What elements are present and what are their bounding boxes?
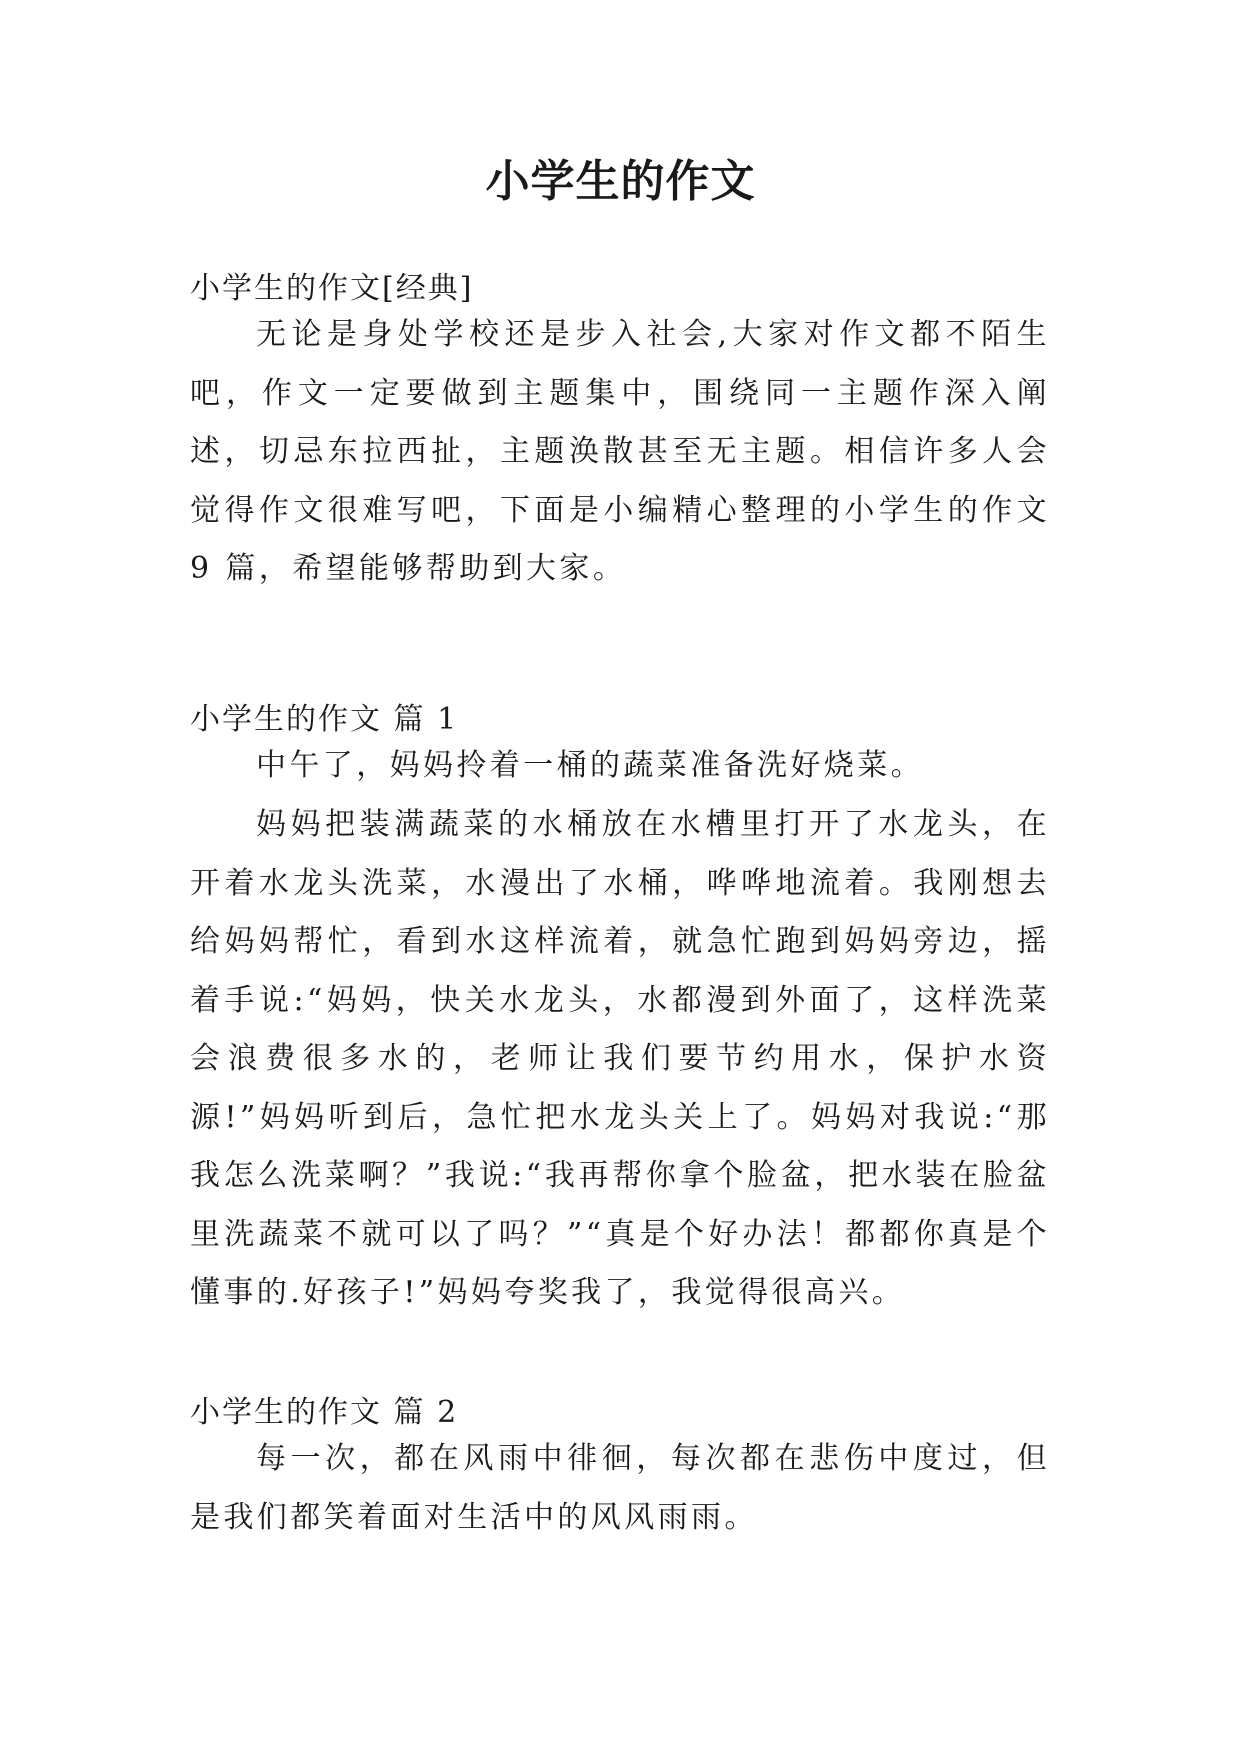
intro-heading: 小学生的作文[经典] [190, 271, 474, 306]
intro-paragraph: 无论是身处学校还是步入社会,大家对作文都不陌生吧，作文一定要做到主题集中，围绕同一主题作深入阐述，切忌东拉西扯，主题涣散甚至无主题。相信许多人会觉得作文很难写吧，下面是小编精心整理的小学生的作文 9 篇，希望能够帮助到大家。 [190, 317, 1050, 586]
section-paragraph: 妈妈把装满蔬菜的水桶放在水槽里打开了水龙头，在开着水龙头洗菜，水漫出了水桶，哗哗地流着。我刚想去给妈妈帮忙，看到水这样流着，就急忙跑到妈妈旁边，摇着手说:“妈妈，快关水龙头，水都漫到外面了，这样洗菜会浪费很多水的，老师让我们要节约用水，保护水资源!”妈妈听到后，急忙把水龙头关上了。妈妈对我说:“那我怎么洗菜啊？”我说:“我再帮你拿个脸盆，把水装在脸盆里洗蔬菜不就可以了吗？”“真是个好办法！都都你真是个懂事的.好孩子!”妈妈夸奖我了，我觉得很高兴。 [190, 807, 1050, 1310]
section-2-heading-block [190, 1393, 1050, 1433]
intro-heading-block [190, 269, 1050, 309]
section-1-heading-block [190, 700, 1050, 740]
section-paragraph: 每一次，都在风雨中徘徊，每次都在悲伤中度过，但是我们都笑着面对生活中的风风雨雨。 [190, 1441, 1050, 1535]
section-heading: 小学生的作文 篇 1 [190, 702, 459, 737]
page-title: 小学生的作文 [485, 156, 756, 207]
section-1-paragraph-2-block [190, 796, 1050, 1323]
section-paragraph: 中午了，妈妈拎着一桶的蔬菜准备洗好烧菜。 [256, 748, 924, 783]
section-1-paragraph-1-block [190, 737, 1050, 796]
section-2-paragraph-1-block [190, 1430, 1050, 1547]
intro-paragraph-block [190, 306, 1050, 599]
section-heading: 小学生的作文 篇 2 [190, 1395, 459, 1430]
